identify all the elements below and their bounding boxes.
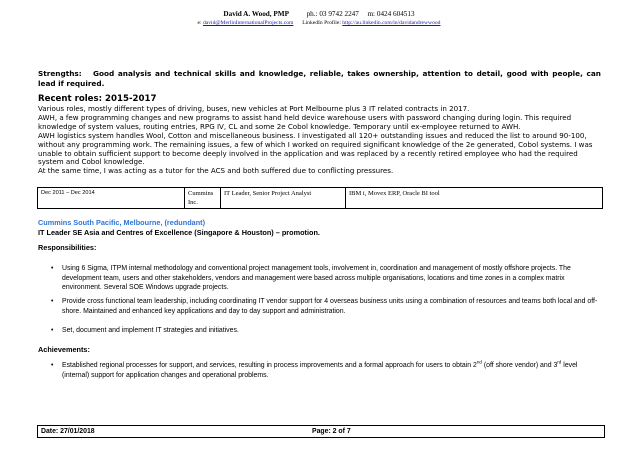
list-item-text: Set, document and implement IT strategies and initiatives. xyxy=(62,327,239,334)
linkedin-label: LinkedIn Profile: xyxy=(302,20,341,26)
page-footer xyxy=(37,425,605,438)
mobile: m: 0424 604513 xyxy=(367,10,415,18)
role-tech-cell: IBM i, Movex ERP, Oracle BI tool xyxy=(346,188,603,209)
bullet-icon: • xyxy=(51,362,54,369)
achievement-text-2: (off shore vendor) and 3 xyxy=(481,362,558,369)
role-company-cell: Cummins Inc. xyxy=(185,188,221,209)
author-name: David A. Wood, PMP xyxy=(223,10,289,18)
strengths-text: Good analysis and technical skills and knowledge, reliable, takes ownership, attention to detail, good with people, can lead if required. xyxy=(38,69,601,88)
bullet-icon: • xyxy=(51,298,54,305)
strengths-section xyxy=(38,69,601,88)
list-item-text: Using 6 Sigma, ITPM internal methodology and conventional project management tools, involvement in, coordination and management of mostly offshore projects. The development team, users and other stakeholders, vendors and management were based across multiple organisations, locations and time zones in a complex matrix environment. Several SOE Windows upgrade projects. xyxy=(62,265,571,291)
phone: ph.: 03 9742 2247 xyxy=(306,10,359,18)
footer-date: Date: 27/01/2018 xyxy=(41,428,95,435)
achievement-text-3: level (internal) support for application changes and operational problems. xyxy=(62,362,578,379)
recent-roles-line: AWH, a few programming changes and new programs to assist hand held device warehouse users with password changing during login. This required knowledge of system values, routing entries, RPG IV, CL and some 2e Cobol knowledge. Temporary until ex-employee returned to AWH. xyxy=(38,112,572,131)
list-item xyxy=(51,326,603,336)
superscript-rd: rd xyxy=(557,359,562,365)
list-item xyxy=(51,264,603,293)
bullet-icon: • xyxy=(51,265,54,272)
list-item xyxy=(51,297,603,316)
contact-header xyxy=(0,10,638,27)
job-title: IT Leader SE Asia and Centres of Excellence (Singapore & Houston) – promotion. xyxy=(38,228,320,237)
table-row xyxy=(38,188,603,209)
email-prefix: e: xyxy=(197,20,202,26)
role-title-cell: IT Leader, Senior Project Analyst xyxy=(221,188,346,209)
linkedin-link[interactable]: http://au.linkedin.com/in/davidandrewwood xyxy=(342,20,441,26)
recent-roles-heading: Recent roles: 2015-2017 xyxy=(38,94,157,104)
achievement-text-1: Established regional processes for support, and services, resulting in process improvements and a formal approach for users to obtain 2 xyxy=(62,362,477,369)
achievements-heading: Achievements: xyxy=(38,345,90,354)
company-heading: Cummins South Pacific, Melbourne, (redundant) xyxy=(38,218,206,227)
role-summary-table xyxy=(37,187,603,209)
superscript-nd: nd xyxy=(476,359,482,365)
email-link[interactable]: david@MerlinInternationalProjects.com xyxy=(202,20,294,26)
recent-roles-line: AWH logistics system handles Wool, Cotton and miscellaneous business. I investigated all 120+ outstanding issues and reduced the list to around 90-100, without any programming work. The remaining issues, a few of which I worked on required significant knowledge of the 2e generated, Cobol systems. I was unable to obtain sufficient support to become deeply involved in the application and was replaced by a recently retired employee who had the required system and Cobol knowledge. xyxy=(38,130,593,167)
list-item-text: Provide cross functional team leadership, including coordinating IT vendor support for 4 overseas business units using a combination of resources and teams both local and off-shore. Maintained and enhanced key applications and day to day support and administration. xyxy=(62,298,598,315)
strengths-label: Strengths: xyxy=(38,69,82,78)
footer-page-number: Page: 2 of 7 xyxy=(312,428,351,435)
role-dates-cell: Dec 2011 – Dec 2014 xyxy=(38,188,185,209)
recent-roles-line: Various roles, mostly different types of driving, buses, new vehicles at Port Melbourne plus 3 IT related contracts in 2017. xyxy=(38,104,470,113)
contact-line-2 xyxy=(0,20,638,27)
responsibilities-heading: Responsibilities: xyxy=(38,243,97,252)
bullet-icon: • xyxy=(51,327,54,334)
recent-roles-line: At the same time, I was acting as a tutor for the ACS and both suffered due to conflicting pressures. xyxy=(38,166,394,176)
recent-roles-section xyxy=(38,94,603,176)
contact-line-1 xyxy=(0,10,638,19)
list-item xyxy=(51,359,603,380)
